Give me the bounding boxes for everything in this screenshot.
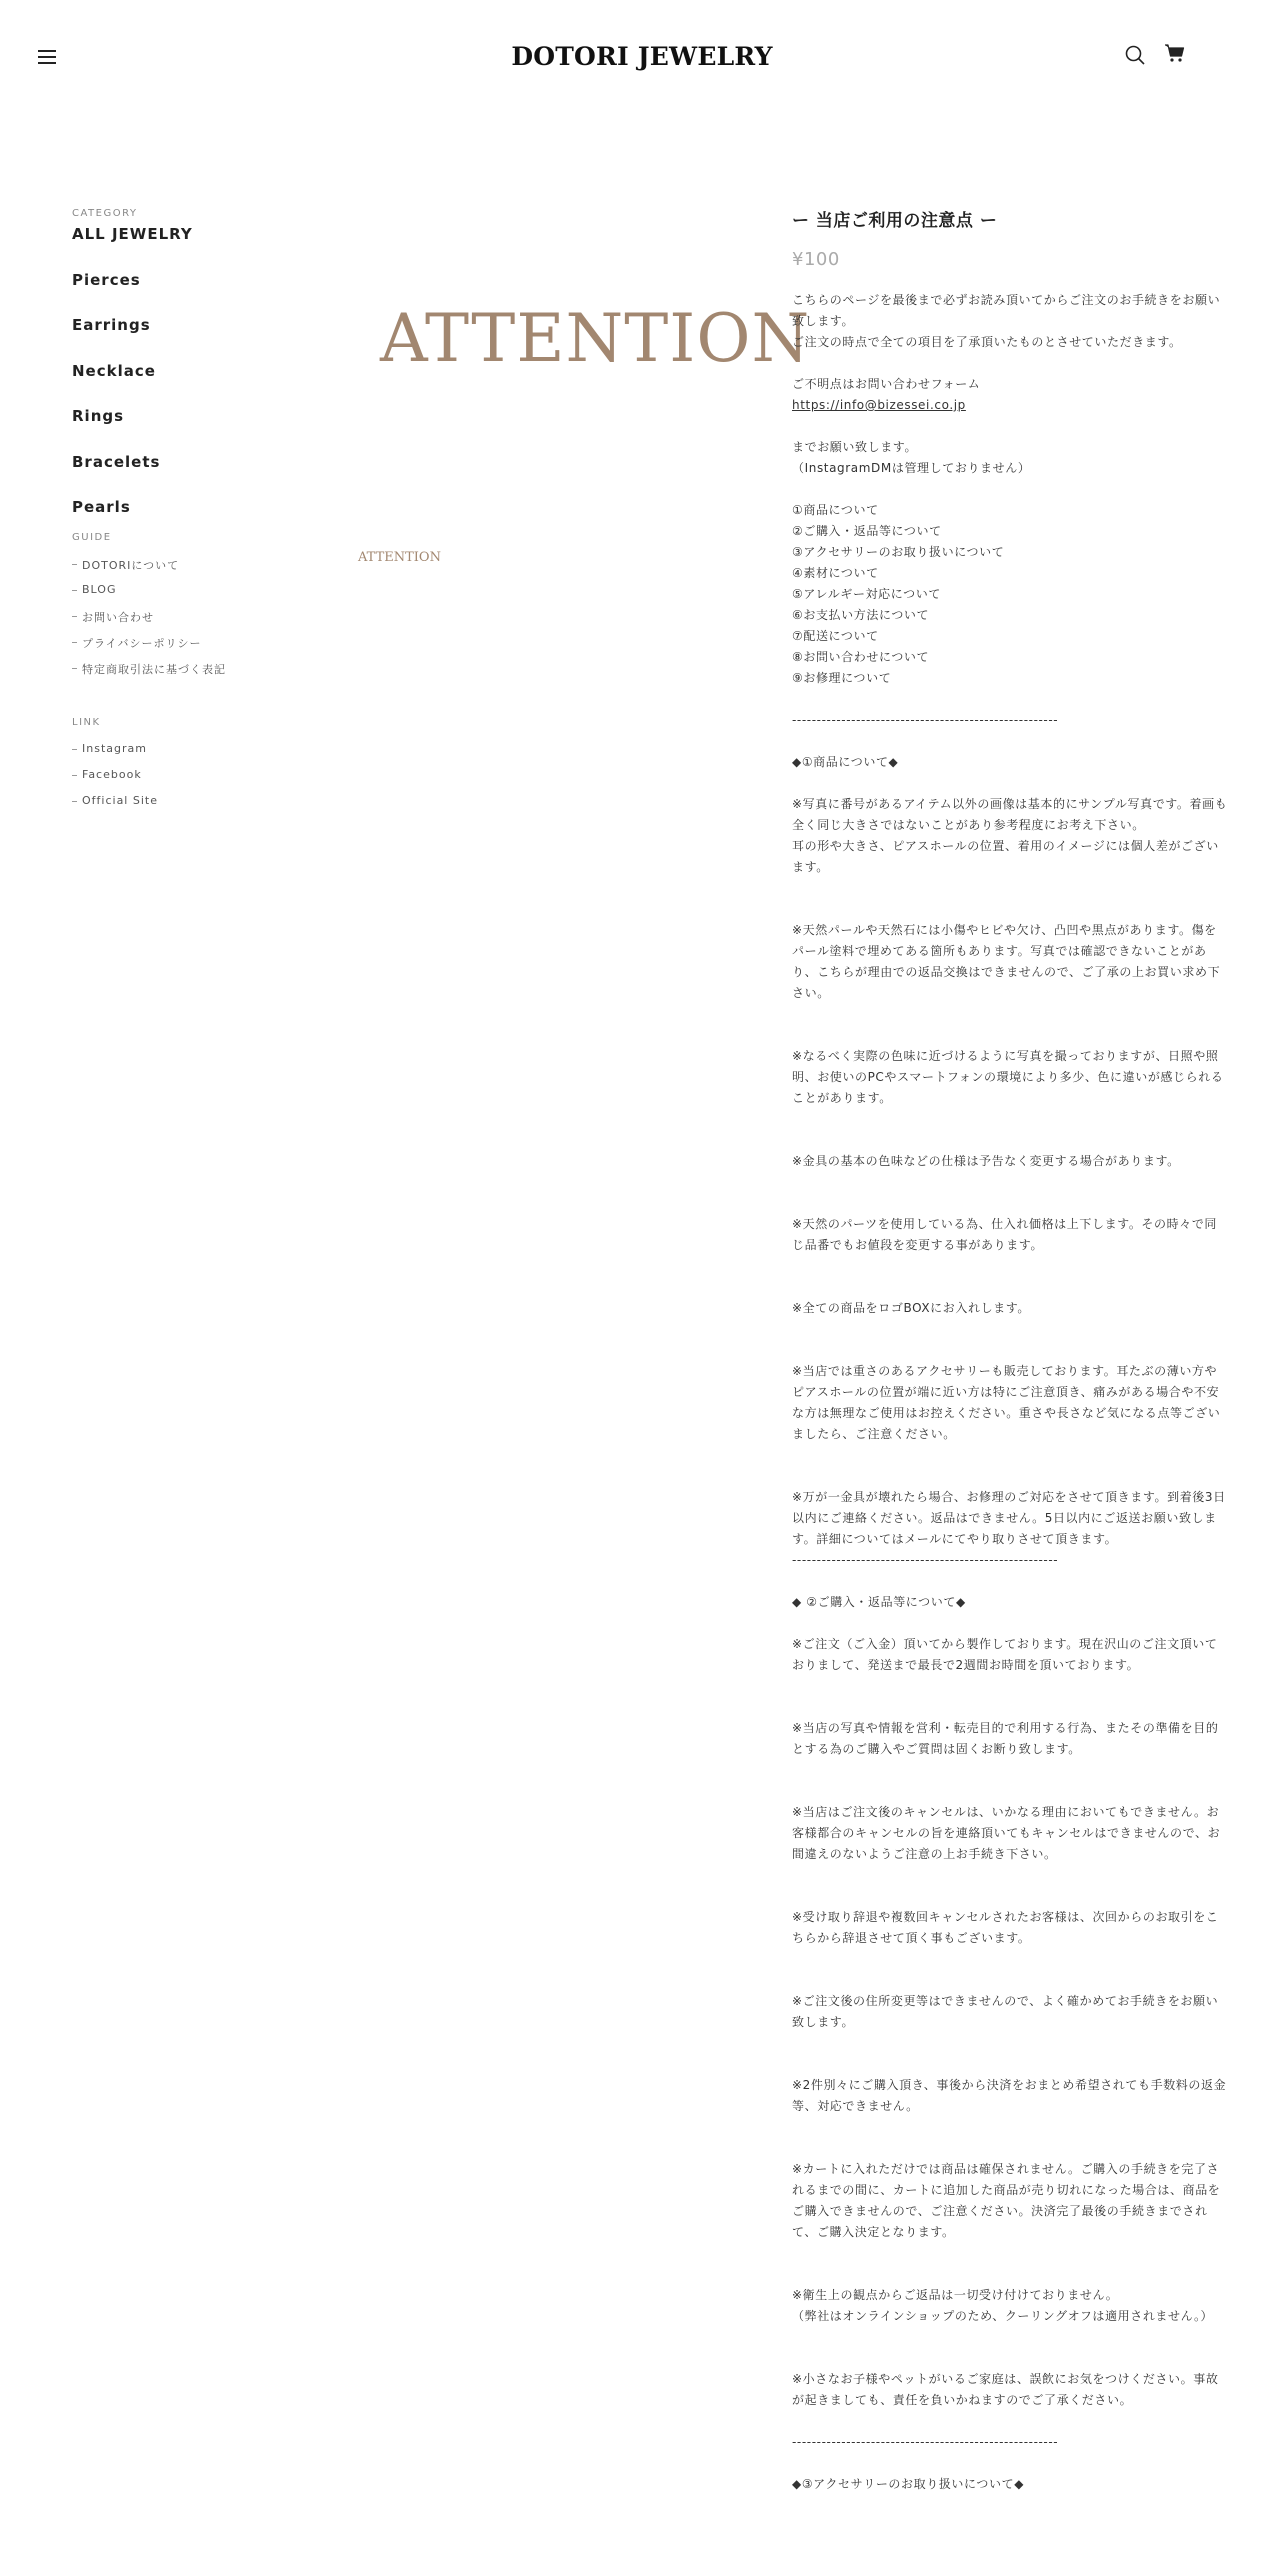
site-logo[interactable]: DOTORI JEWELRY: [511, 42, 773, 71]
description-line: [792, 1130, 1228, 1151]
category-heading: CATEGORY: [72, 208, 138, 219]
description-line: ※天然のパーツを使用している為、仕入れ価格は上下します。その時々で同じ品番でもお値段を変更する事があります。: [792, 1217, 1218, 1252]
link-heading: LINK: [72, 717, 101, 728]
contact-link[interactable]: https://info@bizessei.co.jp: [792, 398, 966, 412]
description-line: [792, 2348, 1228, 2369]
description-line: [792, 416, 1228, 437]
product-title: ー 当店ご利用の注意点 ー: [792, 211, 998, 231]
description-line: ②ご購入・返品等について: [792, 524, 942, 538]
description-line: [792, 1172, 1228, 1193]
description-line: [792, 2264, 1228, 2285]
description-line: ◆①商品について◆: [792, 755, 899, 769]
description-line: [792, 2117, 1228, 2138]
description-line: ⑨お修理について: [792, 671, 892, 685]
guide-item[interactable]: 特定商取引法に基づく表記: [72, 661, 312, 687]
description-line: ※天然パールや天然石には小傷やヒビや欠け、凸凹や黒点があります。傷をパール塗料で埋めてある箇所もあります。写真では確認できないことがあり、こちらが理由での返品交換はできませんので、ご了承の上お買い求め下さい。: [792, 923, 1221, 1000]
category-item[interactable]: ALL JEWELRY: [72, 225, 193, 243]
product-main-image: ATTENTION: [380, 300, 811, 377]
description-line: [792, 1319, 1228, 1340]
description-line: [792, 1193, 1228, 1214]
description-line: ------------------------------------------------------: [792, 2435, 1059, 2449]
description-line: ※受け取り辞退や複数回キャンセルされたお客様は、次回からのお取引をこちらから辞退させて頂く事もございます。: [792, 1910, 1219, 1945]
description-line: [792, 2243, 1228, 2264]
description-line: [792, 1886, 1228, 1907]
description-line: こちらのページを最後まで必ずお読み頂いてからご注文のお手続きをお願い致します。: [792, 293, 1221, 328]
description-line: ◆③アクセサリーのお取り扱いについて◆: [792, 2477, 1025, 2491]
description-line: ※金具の基本の色味などの仕様は予告なく変更する場合があります。: [792, 1154, 1180, 1168]
description-line: [792, 1340, 1228, 1361]
description-line: ※なるべく実際の色味に近づけるように写真を撮っておりますが、日照や照明、お使いのPCやスマートフォンの環境により多少、色に違いが感じられることがあります。: [792, 1049, 1224, 1105]
description-line: [792, 1256, 1228, 1277]
category-item[interactable]: Pearls: [72, 498, 131, 516]
sidebar: [72, 208, 312, 850]
description-line: [792, 1466, 1228, 1487]
description-line: ③アクセサリーのお取り扱いについて: [792, 545, 1005, 559]
guide-list: [72, 557, 312, 687]
site-header: [0, 0, 1284, 115]
product-detail: [792, 206, 1228, 2495]
description-line: [792, 1781, 1228, 1802]
description-line: [792, 1571, 1228, 1592]
guide-item[interactable]: BLOG: [72, 583, 312, 609]
description-line: [792, 899, 1228, 920]
description-line: [792, 479, 1228, 500]
description-line: [792, 1865, 1228, 1886]
description-line: ※2件別々にご購入頂き、事後から決済をおまとめ希望されても手数料の返金等、対応できません。: [792, 2078, 1227, 2113]
description-line: [792, 1277, 1228, 1298]
description-line: ※当店の写真や情報を営利・転売目的で利用する行為、またその準備を目的とする為のご購入やご質問は固くお断り致します。: [792, 1721, 1219, 1756]
description-line: [792, 2138, 1228, 2159]
description-line: [792, 1949, 1228, 1970]
link-item-instagram[interactable]: Instagram: [72, 742, 312, 768]
category-item[interactable]: Necklace: [72, 361, 156, 380]
description-line: [792, 353, 1228, 374]
description-line: [792, 689, 1228, 710]
guide-item[interactable]: DOTORIについて: [72, 557, 312, 583]
description-line: ご注文の時点で全ての項目を了承頂いたものとさせていただきます。: [792, 335, 1182, 349]
description-line: ※万が一金具が壊れたら場合、お修理のご対応をさせて頂きます。到着後3日以内にご連絡ください。返品はできません。5日以内にご返送お願い致します。詳細についてはメールにてやり取りさせて頂きます。: [792, 1490, 1226, 1546]
description-line: [792, 878, 1228, 899]
description-line: ◆ ②ご購入・返品等について◆: [792, 1595, 966, 1609]
guide-item[interactable]: プライバシーポリシー: [72, 635, 312, 661]
description-line: [792, 773, 1228, 794]
description-line: ⑧お問い合わせについて: [792, 650, 930, 664]
description-line: [792, 2453, 1228, 2474]
description-line: [792, 1760, 1228, 1781]
description-line: ※写真に番号があるアイテム以外の画像は基本的にサンプル写真です。着画も全く同じ大きさではないことがあり参考程度にお考え下さい。: [792, 797, 1228, 832]
description-line: ※小さなお子様やペットがいるご家庭は、誤飲にお気をつけください。事故が起きましても、責任を負いかねますのでご了承ください。: [792, 2372, 1219, 2407]
description-line: [792, 1004, 1228, 1025]
category-item[interactable]: Bracelets: [72, 452, 161, 471]
description-line: ご不明点はお問い合わせフォーム: [792, 377, 981, 391]
description-line: [792, 1697, 1228, 1718]
description-line: [792, 1970, 1228, 1991]
link-list: [72, 742, 312, 820]
description-line: ※ご注文後の住所変更等はできませんので、よく確かめてお手続きをお願い致します。: [792, 1994, 1219, 2029]
product-price: ¥100: [792, 249, 840, 270]
description-line: [792, 2327, 1228, 2348]
description-line: [792, 1676, 1228, 1697]
description-line: ※衛生上の観点からご返品は一切受け付けておりません。: [792, 2288, 1119, 2302]
cart-icon[interactable]: [1164, 42, 1186, 64]
description-line: ④素材について: [792, 566, 879, 580]
category-item[interactable]: Pierces: [72, 270, 141, 289]
description-line: [792, 2033, 1228, 2054]
description-line: ※当店では重さのあるアクセサリーも販売しております。耳たぶの薄い方やピアスホールの位置が端に近い方は特にご注意頂き、痛みがある場合や不安な方は無理なご使用はお控えください。重さや長さなど気になる点等ございましたら、ご注意ください。: [792, 1364, 1221, 1441]
description-line: ※当店はご注文後のキャンセルは、いかなる理由においてもできません。お客様都合のキャンセルの旨を連絡頂いてもキャンセルはできませんので、お間違えのないようご注意の上お手続き下さい。: [792, 1805, 1221, 1861]
description-line: （InstagramDMは管理しておりません）: [792, 461, 1031, 475]
description-line: [792, 2411, 1228, 2432]
product-thumbnail[interactable]: ATTENTION: [358, 550, 441, 565]
description-line: ⑤アレルギー対応について: [792, 587, 941, 601]
description-line: ------------------------------------------------------: [792, 713, 1059, 727]
description-line: ①商品について: [792, 503, 879, 517]
description-line: ⑦配送について: [792, 629, 879, 643]
link-item-facebook[interactable]: Facebook: [72, 768, 312, 794]
description-line: ⑥お支払い方法について: [792, 608, 930, 622]
description-line: （弊社はオンラインショップのため、クーリングオフは適用されません。）: [792, 2309, 1214, 2323]
category-item[interactable]: Earrings: [72, 316, 151, 334]
description-line: [792, 1109, 1228, 1130]
description-line: [792, 1613, 1228, 1634]
guide-item[interactable]: お問い合わせ: [72, 609, 312, 635]
link-item-official-site[interactable]: Official Site: [72, 794, 312, 820]
category-item[interactable]: Rings: [72, 407, 125, 425]
category-list: [72, 225, 312, 532]
description-line: ※全ての商品をロゴBOXにお入れします。: [792, 1301, 1031, 1315]
description-line: ※ご注文（ご入金）頂いてから製作しております。現在沢山のご注文頂いておりまして、発送まで最長で2週間お時間を頂いております。: [792, 1637, 1218, 1672]
description-line: ------------------------------------------------------: [792, 1553, 1059, 1567]
guide-heading: GUIDE: [72, 532, 112, 543]
search-icon[interactable]: [1124, 44, 1146, 66]
description-line: 耳の形や大きさ、ピアスホールの位置、着用のイメージには個人差がございます。: [792, 839, 1219, 874]
description-line: [792, 2054, 1228, 2075]
description-line: [792, 1445, 1228, 1466]
description-line: [792, 731, 1228, 752]
description-line: [792, 1025, 1228, 1046]
description-line: ※カートに入れただけでは商品は確保されません。ご購入の手続きを完了されるまでの間に、カートに追加した商品が売り切れになった場合は、商品をご購入できませんので、ご注意ください。決済完了最後の手続きまでされて、ご購入決定となります。: [792, 2162, 1221, 2239]
product-description: [792, 290, 1228, 2495]
description-line: までお願い致します。: [792, 440, 918, 454]
